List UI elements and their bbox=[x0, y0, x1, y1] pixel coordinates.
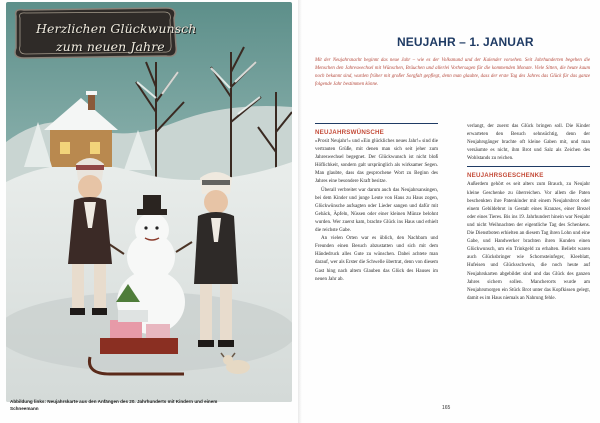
new-year-postcard-image bbox=[6, 2, 292, 402]
section-rule bbox=[467, 166, 590, 167]
body-paragraph: An vielen Orten war es üblich, den Nachbarn und Freunden einen Besuch abzustatten und sich mit dem Händedruck alles Gute zu wünschen. Dabei achtete man darauf, wer als Erster die Schwelle übertrat, denn von diesem Gast hing nach altem Glauben das Glück des Hauses im neuen Jahr ab. bbox=[315, 236, 438, 282]
body-paragraph: »Prosit Neujahr!« und »Ein glückliches neues Jahr!« sind die vertrauten Grüße, mit denen man sich seit jeher zum Jahreswechsel begegnet. Der Glückwunsch ist nicht bloß Höflichkeit, sondern galt ursprünglich als wirksamer Segen. Man glaubte, dass das gesprochene Wort zu Beginn des Jahres eine besondere Kraft besitze. bbox=[315, 139, 438, 185]
section-heading-gifts: NEUJAHRSGESCHENKE bbox=[467, 172, 544, 180]
section-heading-wishes: NEUJAHRSWÜNSCHE bbox=[315, 129, 385, 136]
page-number: 165 bbox=[442, 405, 451, 411]
body-paragraph: Überall verbreitet war darum auch das Neujahrsansingen, bei dem Kinder und junge Leute von Haus zu Haus zogen, Glückwünsche aufsagten oder Lieder sangen und dafür mit Gebäck, Äpfeln, Nüssen oder einer kleinen Münze belohnt wurden. Wer zuerst kam, brachte Glück ins Haus und erhielt die reichste Gabe. bbox=[315, 187, 438, 234]
photo-caption: Abbildung links: Neujahrskarte aus den Anfängen des 20. Jahrhunderts mit Kindern und einem Schneemann bbox=[10, 399, 218, 411]
body-paragraph: Außerdem gehört es seit alters zum Brauch, zu Neujahr kleine Geschenke zu überreichen. Vor allem die Paten beschenkten ihre Patenkinder mit einem Neujahrsbrot oder einem Gebildebrot in Gestalt eines Kranzes, einer Brezel oder eines Tieres. Bis ins 19. Jahrhundert hinein war Neujahr und nicht Weihnachten der eigentliche Tag des Schenkens. Die Dienstboten erhielten an diesem Tag ihren Lohn und eine Gabe, und Handwerker brachten ihren Kunden einen Glückwunsch, um ein Trinkgeld zu erhalten. Beliebt waren auch Glücksbringer wie Schornsteinfeger, Kleeblatt, Hufeisen und Glücksschwein, die noch heute auf Neujahrskarten abgebildet sind und das Glück des ganzen Jahres sichern sollen. Mancherorts wurde am Neujahrsmorgen ein Stück Brot unter das Kopfkissen gelegt, damit es im Haus niemals an Nahrung fehle. bbox=[467, 182, 590, 301]
right-page bbox=[302, 0, 600, 423]
page-title: NEUJAHR – 1. JANUAR bbox=[397, 35, 534, 49]
text-column-left bbox=[315, 123, 438, 284]
body-paragraph: verlangt, der zuerst das Glück bringen soll. Die Kinder erwarteten den Besuch sehnsüchtig, denn der Neujahrsgänger brachte oft kleine Gaben mit, und man versäumte es nicht, ihm Brot und Salz als Zeichen des Wohlstands zu reichen. bbox=[467, 124, 590, 162]
section-rule bbox=[315, 123, 438, 124]
intro-paragraph: Mit der Neujahrsnacht beginnt das neue Jahr – wie es der Volksmund und der Kalender vorsehen. Seit Jahrhunderten begehen die Menschen den Jahreswechsel mit Wünschen, Bräuchen und allerlei Vorhersagen für die kommenden Monate. Viele Sitten, die heute kaum noch bekannt sind, wurden früher mit großer Sorgfalt gepflegt, denn man glaubte, dass der erste Tag des Jahres das Glück für das ganze folgende Jahr bestimmen könne. bbox=[315, 58, 590, 88]
text-column-right bbox=[467, 123, 590, 303]
greeting-line-1: Herzlichen Glückwunsch bbox=[36, 21, 197, 36]
greeting-line-2: zum neuen Jahre bbox=[56, 39, 165, 54]
postcard-illustration bbox=[6, 2, 292, 402]
postcard-greeting bbox=[20, 10, 197, 60]
